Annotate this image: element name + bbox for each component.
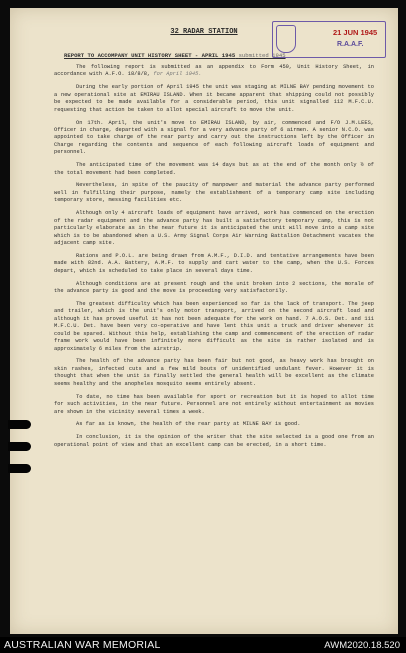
report-paragraph — [54, 182, 374, 204]
stamp-unit: R.A.A.F. — [337, 41, 364, 48]
heading-handwritten-note: submitted 1945 — [238, 52, 286, 59]
report-paragraph — [54, 120, 374, 157]
paragraph-handwritten-note: for April 1945. — [150, 71, 202, 78]
stamp-date: 21 JUN 1945 — [333, 28, 378, 37]
paragraph-text: As far as is known, the health of the rear party at MILNE BAY is good. — [76, 421, 301, 428]
paragraph-text: To date, no time has been available for sport or recreation but it is hoped to allot time for such activities, in the near future. Personnel are not entirely without entertainment as movies are shown in the vicinity several times a week. — [54, 393, 374, 415]
report-paragraph — [54, 64, 374, 79]
report-heading-text: REPORT TO ACCOMPANY UNIT HISTORY SHEET - APRIL 1945 — [64, 52, 236, 59]
station-title: 32 RADAR STATION — [170, 28, 238, 36]
binder-ring-icon — [8, 442, 31, 451]
paragraph-text: Although conditions are at present rough and the unit broken into 2 sections, the morale of the advance party is good and the move is proceeding very satisfactorily. — [54, 280, 374, 295]
archive-footer — [0, 637, 406, 653]
binder-ring-icon — [8, 464, 31, 473]
paragraph-text: In conclusion, it is the opinion of the writer that the site selected is a good one from an operational point of view and that an excellent camp can be erected, in a short time. — [54, 434, 374, 448]
report-paragraph — [54, 281, 374, 296]
report-paragraph — [54, 434, 374, 449]
report-paragraph — [54, 210, 374, 247]
report-paragraph — [54, 162, 374, 177]
report-paragraph — [54, 301, 374, 353]
archive-reference: AWM2020.18.520 — [324, 640, 400, 651]
report-paragraph — [54, 84, 374, 114]
paragraph-text: The anticipated time of the movement was 14 days but as at the end of the month only ½ of the total movement had been completed. — [54, 162, 374, 176]
archive-source: AUSTRALIAN WAR MEMORIAL — [4, 639, 161, 651]
report-body — [54, 64, 374, 455]
report-heading — [64, 52, 394, 59]
paragraph-text: Although only 4 aircraft loads of equipment have arrived, work has commenced on the erection of the radar equipment and the advance party has built a satisfactory temporary camp, this is not particularly elaborate as in the near future it is anticipated the unit will move into a camp site which is to be abandoned when a U.S. Army Signal Corps Air Warning Battalion Detachment vacates the adjacent camp site. — [54, 210, 374, 247]
report-paragraph — [54, 253, 374, 275]
paragraph-text: The health of the advance party has been fair but not good, as heavy work has brought on skin rashes, infected cuts and a few mild bouts of unidentified undulant fever. However it is thought that when the unit is finally settled the general health will be excellent as the climate seems healthy and the anopheles mosquito seems entirely absent. — [54, 358, 374, 387]
binder-ring-icon — [8, 420, 31, 429]
paragraph-text: Rations and P.O.L. are being drawn from A.M.F., D.I.D. and tentative arrangements have been made with 82nd. A.A. Battery, A.M.F. to supply and cart water to the camp, when the U.S. Forces depart, which is scheduled to take place in several days time. — [54, 252, 374, 274]
report-paragraph — [54, 394, 374, 416]
paragraph-text: Nevertheless, in spite of the paucity of manpower and material the advance party performed well in fulfilling their purpose, namely the establishment of a temporary camp site including temporary store, messing facilities etc. — [54, 182, 374, 204]
report-paragraph — [54, 358, 374, 388]
document-page — [10, 8, 398, 634]
report-paragraph — [54, 421, 374, 428]
paragraph-text: During the early portion of April 1945 the unit was staging at MILNE BAY pending movement to a new operational site at EMIRAU ISLAND. When it became apparent that shipping could not possibly be expected to be made available for a considerable period, this unit signalled 112 M.F.C.U. requesting that action be taken to allot special aircraft to move the unit. — [54, 84, 374, 113]
paragraph-text: The following report is submitted as an appendix to Form 450, Unit History Sheet, in accordance with A.F.O. 18/8/8, — [54, 64, 374, 78]
paragraph-text: The greatest difficulty which has been experienced so far is the lack of transport. The jeep and trailer, which is the unit's only motor transport, arrived on the second aircraft load and although it has proved useful it has not been adequate for the work on hand. 7 A.O.S. Det. and 111 M.F.C.U. Det. have been very co-operative and have lent this unit a truck and driver whenever it could be spared. Without this help, establishing the camp and commencement of the erection of radar frame work would have been infinitely more difficult as the site is rather isolated and is approximately 6 miles from the airstrip. — [54, 300, 374, 352]
paragraph-text: On 17th. April, the unit's move to EMIRAU ISLAND, by air, commenced and F/O J.M.LEES, Officer in charge, departed with a signal for a very advance party of 6 airmen. A senior N.C.O. was appointed to take charge of the rear party and carry out the instructions left by the Officer in Charge regarding the contents and sequence of each following aircraft loads of equipment and personnel. — [54, 119, 374, 156]
